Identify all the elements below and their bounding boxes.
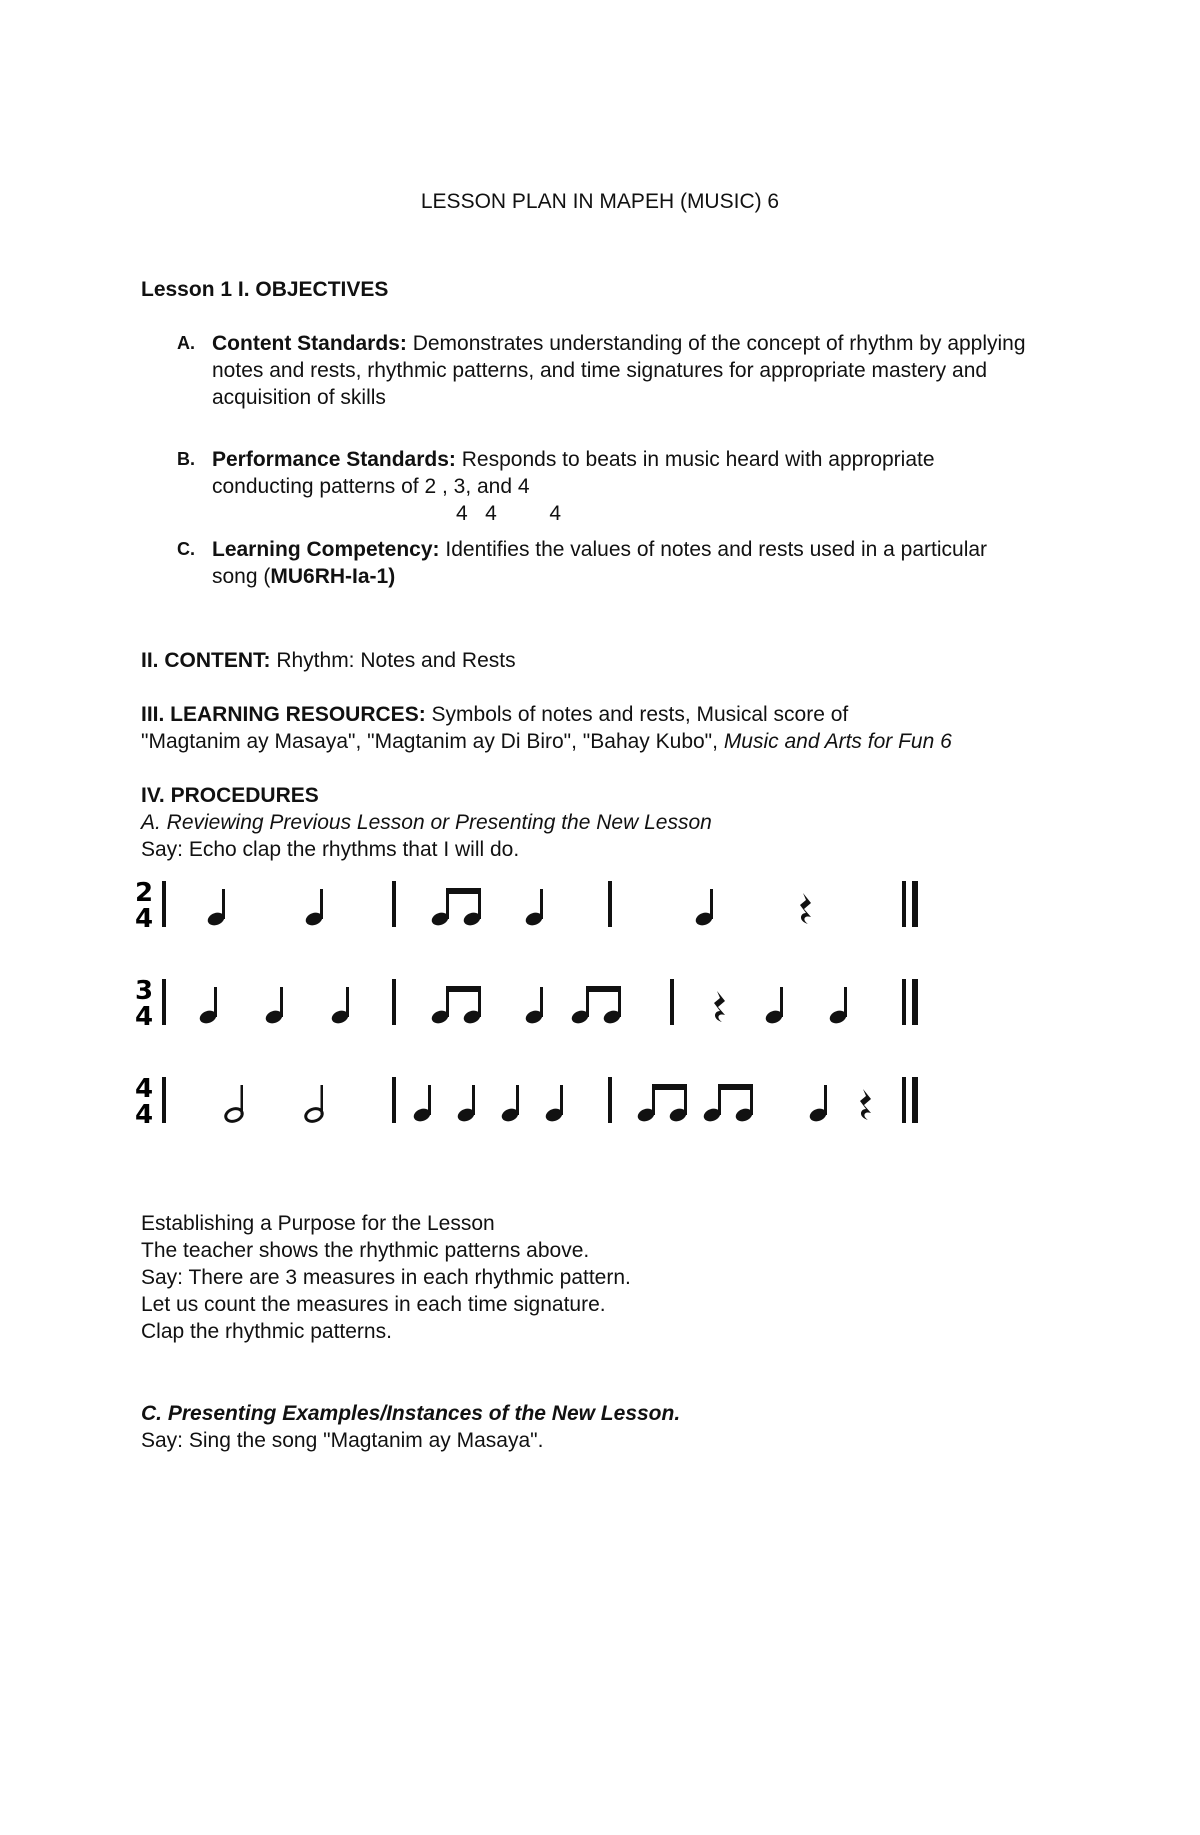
bar-line — [392, 881, 396, 927]
final-bar-line — [902, 881, 918, 927]
rhythm-patterns — [130, 875, 930, 1165]
quarter-note-icon — [412, 1085, 432, 1124]
content-text: Rhythm: Notes and Rests — [270, 649, 516, 672]
quarter-note-icon — [304, 889, 324, 928]
objective-text: Responds to beats in music heard with appropriate — [461, 448, 935, 471]
procedures-heading: IV. PROCEDURES — [141, 784, 319, 807]
time-sig-bottom: 4 — [134, 1002, 154, 1032]
objective-letter: A. — [177, 333, 195, 353]
quarter-rest-icon — [860, 1089, 871, 1120]
procedure-c-section — [141, 1400, 680, 1454]
quarter-note-icon — [264, 987, 284, 1026]
quarter-note-icon — [808, 1085, 828, 1124]
objective-label: Learning Competency: — [212, 538, 440, 561]
procedure-c-heading: C. Presenting Examples/Instances of the New Lesson. — [141, 1402, 681, 1425]
quarter-note-icon — [544, 1085, 564, 1124]
resources-book: Music and Arts for Fun 6 — [723, 730, 952, 753]
objective-letter: B. — [177, 449, 195, 469]
bar-line — [608, 1077, 612, 1123]
procedures-section — [141, 782, 712, 863]
final-bar-line — [902, 1077, 918, 1123]
resources-section — [141, 701, 952, 755]
objective-learning-competency — [141, 536, 1061, 590]
bar-line — [392, 979, 396, 1025]
procedure-c-say: Say: Sing the song "Magtanim ay Masaya". — [141, 1429, 544, 1452]
purpose-line: The teacher shows the rhythmic patterns above. — [141, 1239, 590, 1262]
rhythm-row-3-4 — [135, 976, 918, 1032]
procedure-a-heading: A. Reviewing Previous Lesson or Presenting the New Lesson — [141, 811, 712, 834]
content-section — [141, 647, 516, 674]
objective-text: Demonstrates understanding of the concept of rhythm by applying notes and rests, rhythmic patterns, and time signatures for appropriate mastery and acquisition of skills — [212, 332, 1026, 409]
quarter-note-icon — [500, 1085, 520, 1124]
eighth-notes-icon — [430, 888, 482, 928]
quarter-note-icon — [456, 1085, 476, 1124]
objective-text: conducting patterns of 2 , 3, and 4 — [212, 475, 530, 498]
rhythm-row-2-4 — [135, 878, 918, 934]
final-bar-line — [902, 979, 918, 1025]
objective-performance-standards — [141, 446, 1061, 527]
quarter-note-icon — [524, 987, 544, 1026]
purpose-line: Say: There are 3 measures in each rhythmic pattern. — [141, 1266, 631, 1289]
quarter-note-icon — [206, 889, 226, 928]
quarter-note-icon — [524, 889, 544, 928]
competency-code: MU6RH-Ia-1) — [270, 565, 396, 588]
objectives-heading: Lesson 1 I. OBJECTIVES — [141, 278, 389, 301]
purpose-line: Establishing a Purpose for the Lesson — [141, 1212, 495, 1235]
time-sig-top: 2 — [134, 878, 154, 908]
objective-text: Identifies the values of notes and rests used in a particular song ( — [212, 538, 988, 588]
quarter-rest-icon — [714, 991, 725, 1022]
eighth-notes-icon — [570, 986, 622, 1026]
eighth-notes-icon — [636, 1084, 688, 1124]
time-sig-top: 4 — [134, 1074, 154, 1104]
rhythm-row-4-4 — [135, 1074, 918, 1130]
bar-line — [670, 979, 674, 1025]
time-signature-denominators: 4 4 4 — [456, 502, 562, 525]
bar-line — [392, 1077, 396, 1123]
objective-letter: C. — [177, 539, 195, 559]
purpose-section — [141, 1210, 631, 1345]
purpose-line: Let us count the measures in each time signature. — [141, 1293, 606, 1316]
resources-songs: "Magtanim ay Masaya", "Magtanim ay Di Biro", "Bahay Kubo", — [141, 730, 724, 753]
quarter-rest-icon — [800, 893, 811, 924]
time-sig-top: 3 — [134, 976, 154, 1006]
procedure-a-say: Say: Echo clap the rhythms that I will do. — [141, 838, 520, 861]
half-note-icon — [224, 1085, 244, 1124]
page-title: LESSON PLAN IN MAPEH (MUSIC) 6 — [420, 190, 780, 213]
quarter-note-icon — [330, 987, 350, 1026]
eighth-notes-icon — [430, 986, 482, 1026]
time-sig-bottom: 4 — [134, 1100, 154, 1130]
quarter-note-icon — [694, 889, 714, 928]
quarter-note-icon — [764, 987, 784, 1026]
resources-text: Symbols of notes and rests, Musical score of — [425, 703, 849, 726]
bar-line — [608, 881, 612, 927]
quarter-note-icon — [828, 987, 848, 1026]
purpose-line: Clap the rhythmic patterns. — [141, 1320, 392, 1343]
quarter-note-icon — [198, 987, 218, 1026]
time-sig-bottom: 4 — [134, 904, 154, 934]
objective-label: Content Standards: — [212, 332, 407, 355]
objective-label: Performance Standards: — [212, 448, 456, 471]
half-note-icon — [304, 1085, 324, 1124]
objective-content-standards — [141, 330, 1061, 411]
eighth-notes-icon — [702, 1084, 754, 1124]
content-label: II. CONTENT: — [141, 649, 271, 672]
resources-label: III. LEARNING RESOURCES: — [141, 703, 426, 726]
